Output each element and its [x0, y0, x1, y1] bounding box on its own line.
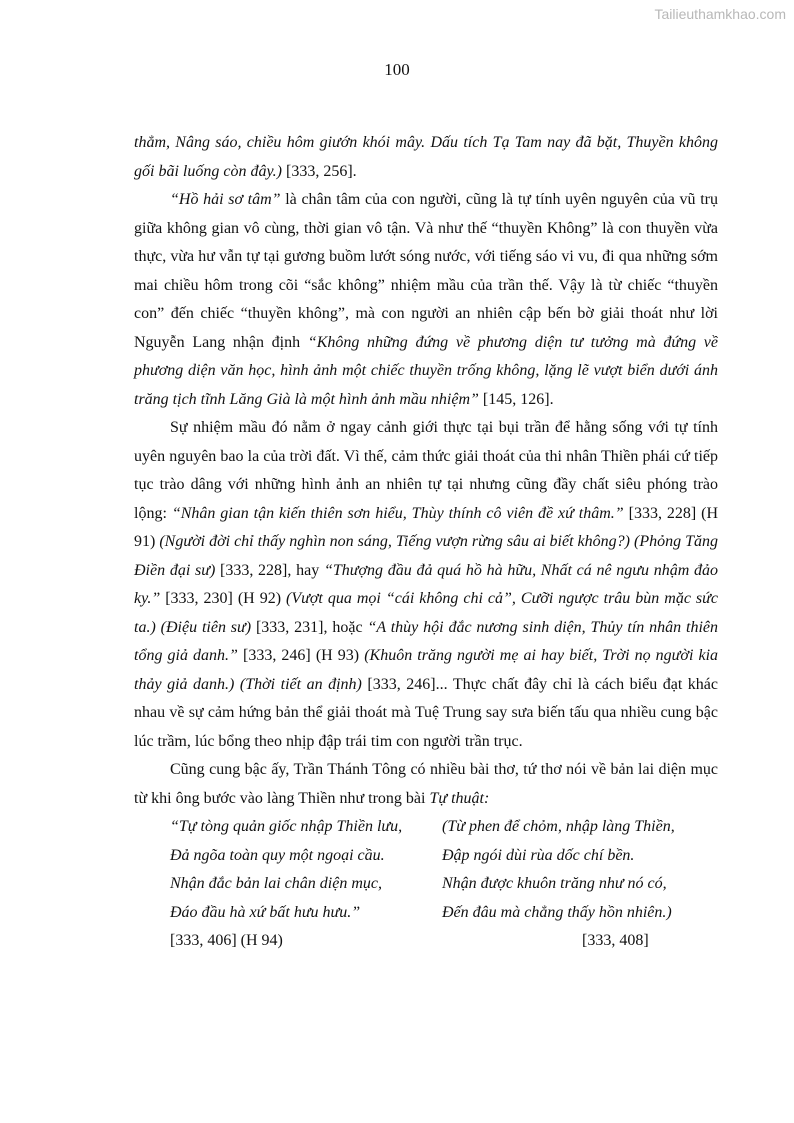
- text-span: “Thượng đầu đả quá hồ hà hữu, Nhất cá nê ngưu nhậm đảo ky.”: [134, 561, 719, 607]
- poem-translation-line: (Từ phen để chỏm, nhập làng Thiền,: [442, 818, 675, 835]
- poem-original-line: Nhận đắc bản lai chân diện mục,: [170, 875, 382, 892]
- poem-reference-translation: [333, 408]: [582, 932, 649, 949]
- poem-line: [134, 899, 718, 928]
- paragraph-1: [134, 129, 718, 186]
- text-span: (Vượt qua mọi “cái không chi cả”, Cưỡi ngược trâu bùn mặc sức ta.) (Điệu tiên sư): [134, 590, 718, 636]
- text-span: Cũng cung bậc ấy, Trần Thánh Tông có nhiều bài thơ, tứ thơ nói về bản lai diện mục từ khi ông bước vào làng Thiền như trong bài: [134, 761, 718, 807]
- page-number: 100: [384, 60, 410, 79]
- poem-reference-original: [333, 406] (H 94): [170, 932, 283, 949]
- poem-line: [134, 842, 718, 871]
- text-span: [333, 246]... Thực chất đây chỉ là cách biểu đạt khác nhau về sự cảm hứng bản thể giải thoát mà Tuệ Trung say sưa biến tấu qua nhiều cung bậc lúc trầm, lúc bổng theo nhịp đập trái tim con người trần trục.: [134, 675, 719, 750]
- paragraph-4: [134, 756, 718, 813]
- text-span: là chân tâm của con người, cũng là tự tính uyên nguyên của vũ trụ giữa không gian vô cùng, thời gian vô tận. Và như thế “thuyền Không” là con thuyền vừa thực, vừa hư vẫn tự tại gương buồm lướt sóng nước, với tiếng sáo vi vu, đi qua những sớm mai chiều hôm trong cõi “sắc không” nhiệm mầu của trần thế. Vậy là từ chiếc “thuyền con” đến chiếc “thuyền không”, mà con người an nhiên cập bến bờ giải thoát như lời Nguyễn Lang nhận định: [134, 191, 718, 351]
- text-span: “A thùy hội đắc nương sinh diện, Thủy tín nhân thiên tổng giả danh.”: [134, 618, 719, 664]
- text-span: [145, 126].: [478, 390, 554, 408]
- poem-line: [134, 870, 718, 899]
- poem-references: [134, 927, 718, 956]
- text-span: [333, 231], hoặc: [251, 618, 368, 636]
- text-span: [333, 230] (H 92): [160, 590, 287, 607]
- paragraph-2: [134, 186, 718, 414]
- text-span: (Người đời chỉ thấy nghìn non sáng, Tiếng vượn rừng sâu ai biết không?) (Phỏng Tăng Điền đại sư): [134, 533, 719, 579]
- text-span: [333, 228] (H 91): [134, 504, 718, 550]
- page-body: [134, 129, 718, 956]
- text-span: “Không những đứng về phương diện tư tưởng mà đứng về phương diện văn học, hình ảnh một chiếc thuyền trống không, lặng lẽ vượt biển dưới ánh trăng tịch tĩnh Lăng Già là một hình ảnh mầu nhiệm”: [134, 333, 718, 408]
- poem-original-line: Đáo đầu hà xứ bất hưu hưu.”: [170, 903, 361, 921]
- poem-original-line: Đả ngõa toàn quy một ngoại cầu.: [170, 846, 385, 864]
- poem-translation-line: Đập ngói dùi rùa dốc chí bền.: [442, 846, 635, 864]
- text-span: (Khuôn trăng người mẹ ai hay biết, Trời nọ người kia thảy giả danh.) (Thời tiết an định): [134, 647, 719, 693]
- poem-original-line: “Tự tòng quản giốc nhập Thiền lưu,: [170, 818, 403, 835]
- text-span: Sự nhiệm mầu đó nằm ở ngay cảnh giới thực tại bụi trần để hằng sống với tự tính uyên nguyên bao la của trời đất. Vì thế, cảm thức giải thoát của thi nhân Thiền phái cứ tiếp tục trào dâng với những hình ảnh an nhiên tự tại nhưng cũng đầy chất siêu phóng trào lộng:: [134, 419, 718, 522]
- poem-translation-line: Đến đâu mà chẳng thấy hồn nhiên.): [442, 903, 672, 921]
- watermark: Tailieuthamkhao.com: [654, 6, 786, 22]
- text-span: “Nhân gian tận kiến thiên sơn hiểu, Thùy thính cô viên đề xứ thâm.”: [171, 504, 624, 522]
- paragraph-3: [134, 414, 718, 756]
- text-span: “Hồ hải sơ tâm”: [170, 191, 281, 208]
- poem-title: Tự thuật:: [429, 789, 490, 807]
- poem-translation-line: Nhận được khuôn trăng như nó có,: [442, 875, 667, 892]
- text-span: thẳm, Nâng sáo, chiều hôm giướn khói mây. Dấu tích Tạ Tam nay đã bặt, Thuyền không gối bãi luống còn đây.): [134, 134, 718, 180]
- text-span: [333, 256].: [281, 162, 357, 180]
- text-span: [333, 228], hay: [215, 561, 324, 579]
- poem: [134, 813, 718, 956]
- text-span: [333, 246] (H 93): [237, 647, 365, 664]
- poem-line: [134, 813, 718, 842]
